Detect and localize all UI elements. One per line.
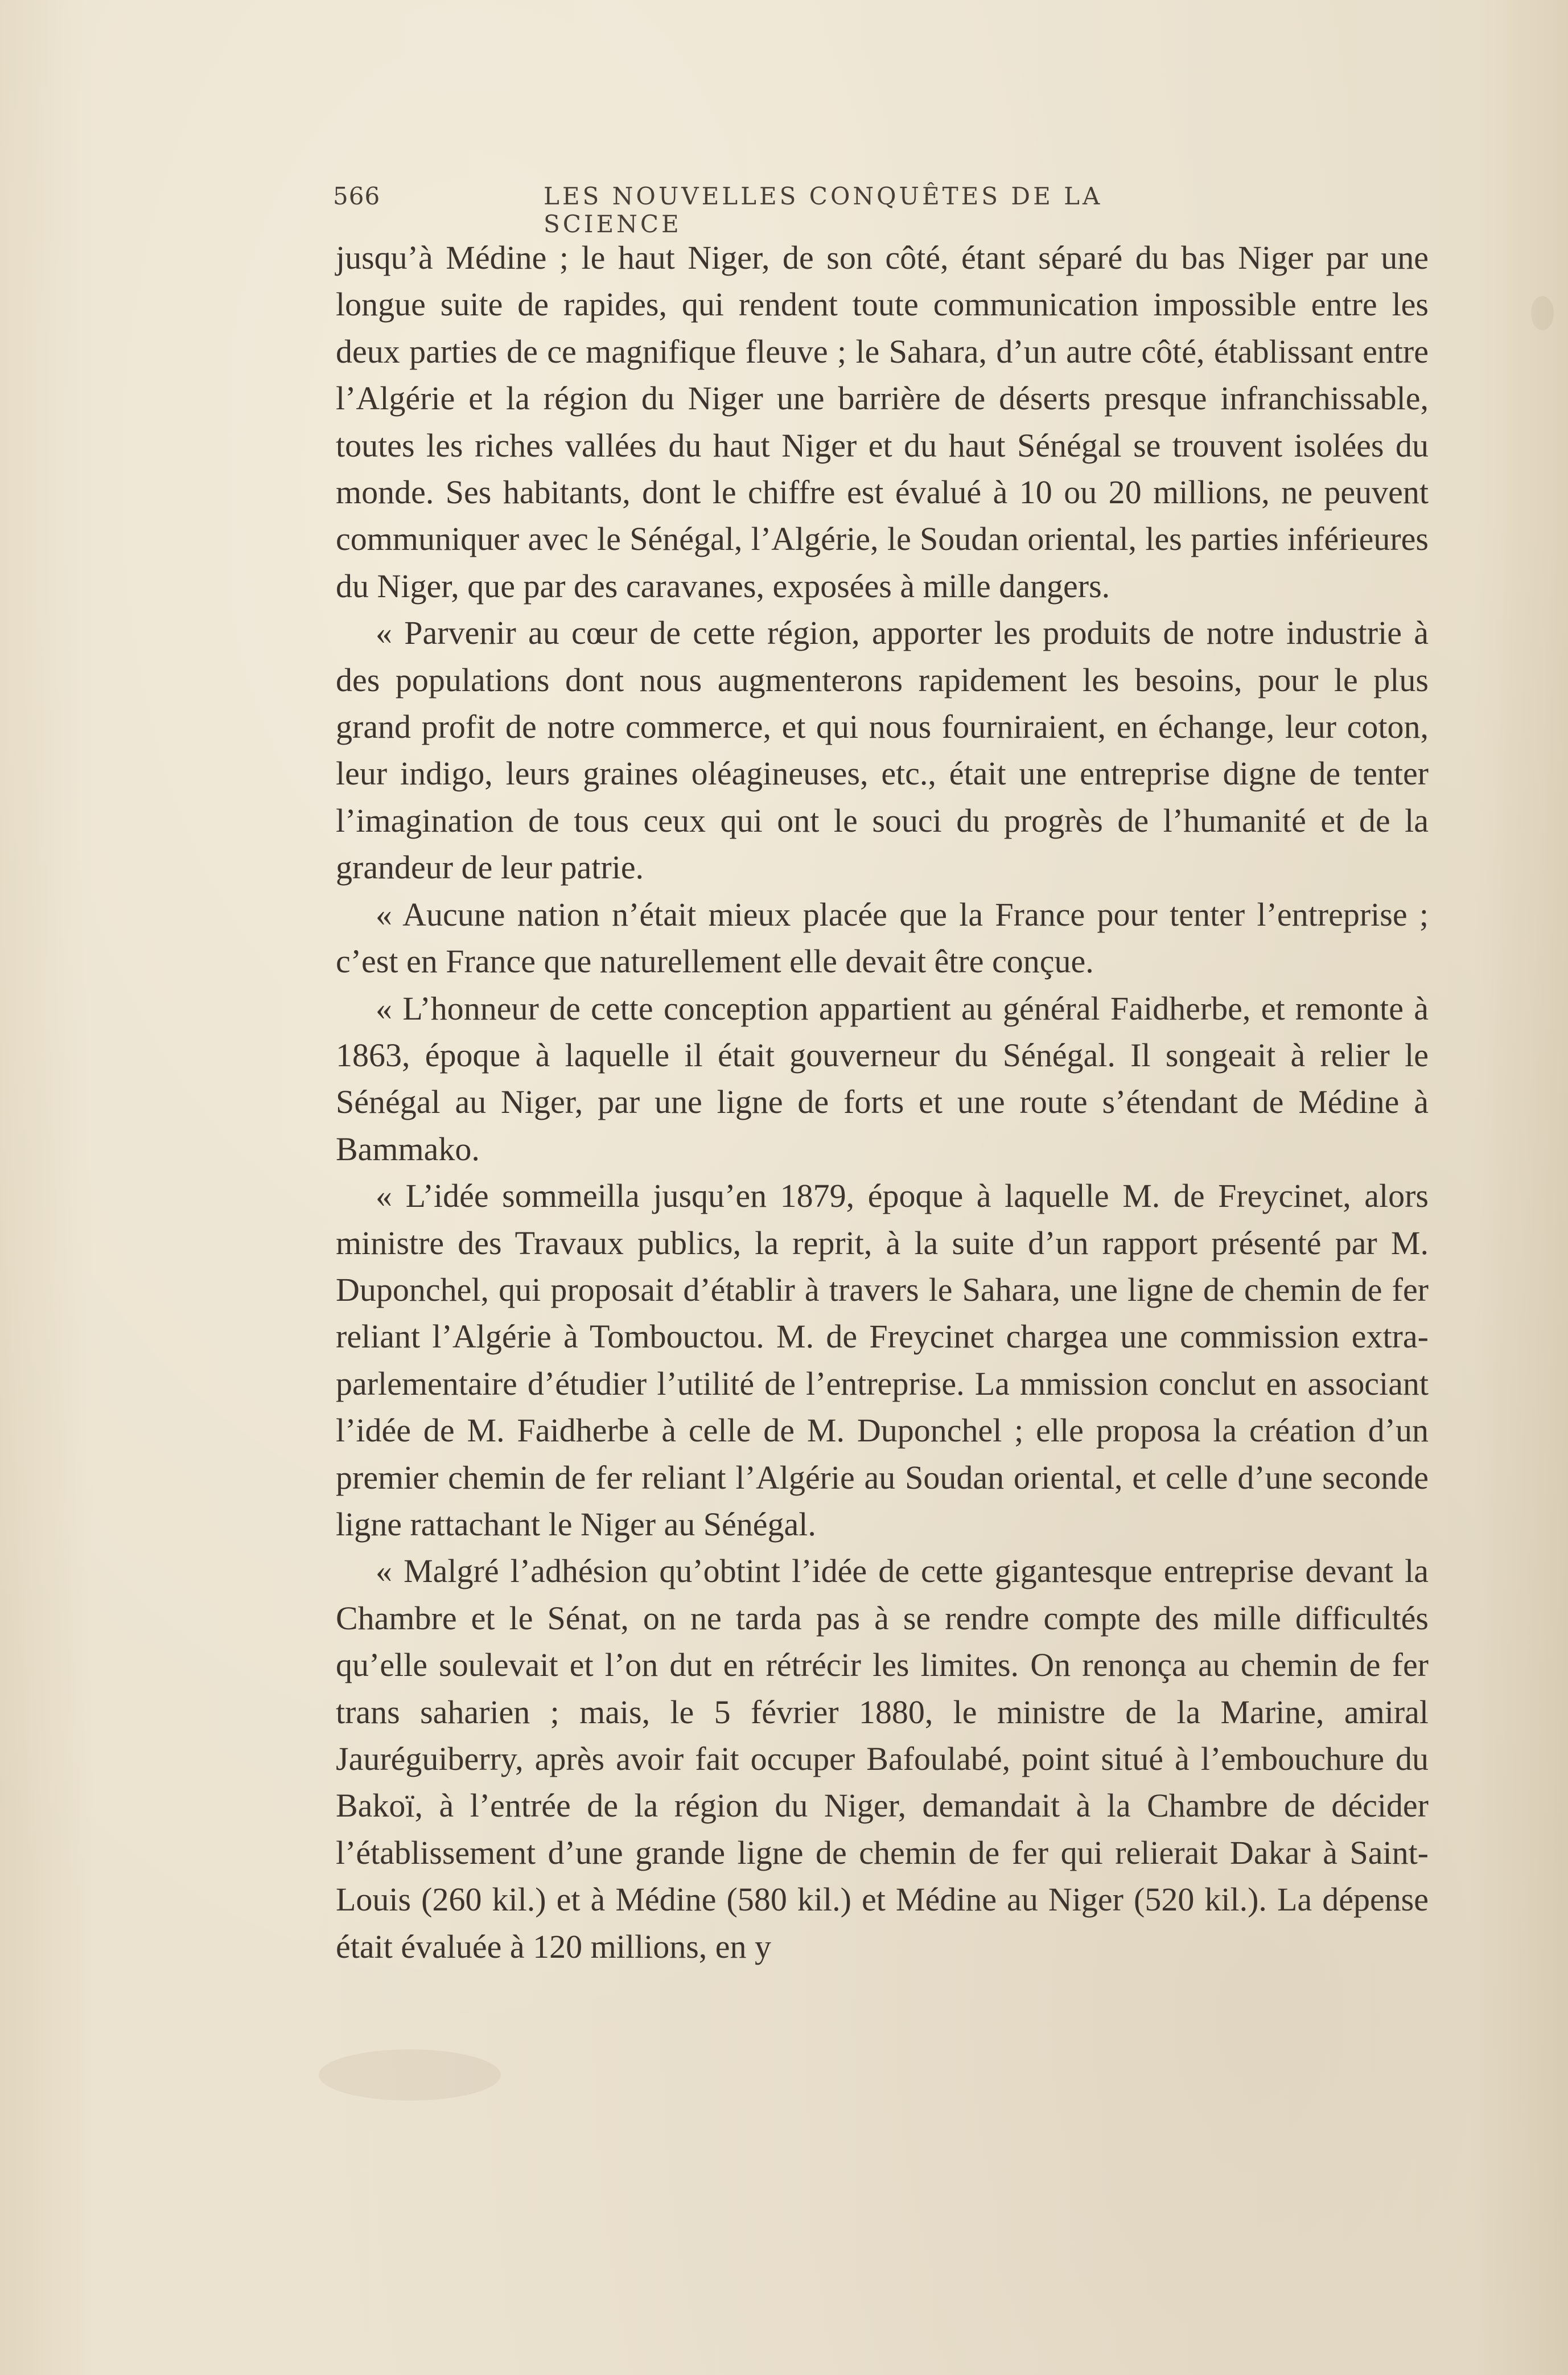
paragraph: « Aucune nation n’était mieux placée que la France pour tenter l’entreprise ; c’est en France que naturellement elle devait être conçue. — [336, 895, 1429, 980]
page-header — [333, 176, 1229, 238]
running-title: LES NOUVELLES CONQUÊTES DE LA SCIENCE — [544, 182, 1103, 238]
body-text — [336, 235, 1429, 1970]
page-number: 566 — [333, 182, 381, 210]
paper-stain — [1531, 296, 1554, 330]
paragraph: jusqu’à Médine ; le haut Niger, de son côté, étant séparé du bas Niger par une longue suite de rapides, qui rendent toute communication impossible entre les deux parties de ce magnifique fleuve ; le Sahara, d’un autre côté, établissant entre l’Algérie et la région du Niger une barrière de déserts presque infranchissable, toutes les riches vallées du haut Niger et du haut Sénégal se trouvent isolées du monde. Ses habitants, dont le chiffre est évalué à 10 ou 20 millions, ne peuvent communiquer avec le Sénégal, l’Algérie, le Soudan oriental, les parties inférieures du Niger, que par des caravanes, exposées à mille dangers. — [336, 239, 1429, 605]
paragraph: « Parvenir au cœur de cette région, apporter les produits de notre industrie à des populations dont nous augmenterons rapidement les besoins, pour le plus grand profit de notre commerce, et qui nous fourniraient, en échange, leur coton, leur indigo, leurs graines oléagineuses, etc., était une entreprise digne de tenter l’imagination de tous ceux qui ont le souci du progrès de l’humanité et de la grandeur de leur patrie. — [336, 614, 1429, 886]
paragraph: « L’honneur de cette conception appartient au général Faidherbe, et remonte à 1863, époque à laquelle il était gouverneur du Sénégal. Il songeait à relier le Sénégal au Niger, par une ligne de forts et une route s’étendant de Médine à Bammako. — [336, 989, 1429, 1168]
paper-stain — [319, 2049, 501, 2101]
paragraph: « Malgré l’adhésion qu’obtint l’idée de cette gigantesque entreprise devant la Chambre et le Sénat, on ne tarda pas à se rendre compte des mille difficultés qu’elle soulevait et l’on dut en rétrécir les limites. On renonça au chemin de fer trans saharien ; mais, le 5 février 1880, le ministre de la Marine, amiral Jauréguiberry, après avoir fait occuper Bafoulabé, point situé à l’embouchure du Bakoï, à l’entrée de la région du Niger, demandait à la Chambre de décider l’établissement d’une grande ligne de chemin de fer qui relierait Dakar à Saint-Louis (260 kil.) et à Médine (580 kil.) et Médine au Niger (520 kil.). La dépense était évaluée à 120 millions, en y — [336, 1552, 1429, 1965]
paragraph: « L’idée sommeilla jusqu’en 1879, époque à laquelle M. de Freycinet, alors ministre des Travaux publics, la reprit, à la suite d’un rapport présenté par M. Duponchel, qui proposait d’établir à travers le Sahara, une ligne de chemin de fer reliant l’Algérie à Tombouctou. M. de Freycinet chargea une commission extra-parlementaire d’étudier l’utilité de l’entreprise. La mmission conclut en associant l’idée de M. Faidherbe à celle de M. Duponchel ; elle proposa la création d’un premier chemin de fer reliant l’Algérie au Soudan oriental, et celle d’une seconde ligne rattachant le Niger au Sénégal. — [336, 1177, 1429, 1543]
